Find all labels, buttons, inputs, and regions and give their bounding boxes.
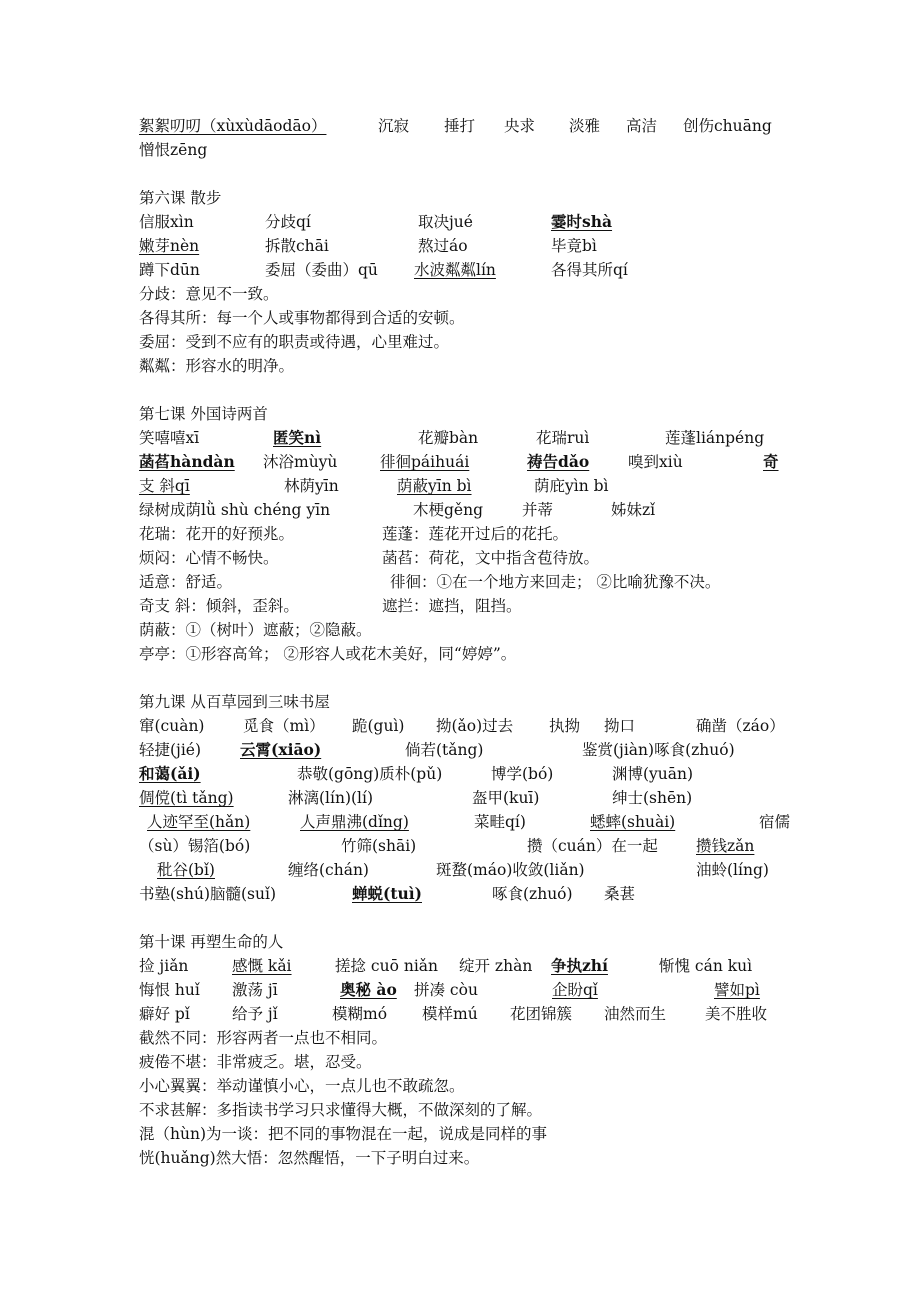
vocab-word: 博学(bó) xyxy=(491,765,554,783)
definition: 分歧：意见不一致。 xyxy=(139,285,279,303)
vocab-row xyxy=(139,978,909,1002)
vocab-word: 企盼qǐ xyxy=(552,981,598,999)
vocab-word: 蝉蜕(tuì) xyxy=(352,884,422,903)
vocab-word: 熬过áo xyxy=(418,237,468,255)
vocab-word: 高洁 xyxy=(626,117,658,135)
vocab-word: 徘徊páihuái xyxy=(380,453,470,471)
definition: 混（hùn)为一谈：把不同的事物混在一起，说成是同样的事 xyxy=(139,1125,547,1143)
vocab-word: 悔恨 huǐ xyxy=(139,981,200,999)
vocab-word: 和蔼(ǎi) xyxy=(139,764,201,783)
vocab-word: 癖好 pǐ xyxy=(139,1005,190,1023)
vocab-word: 争执zhí xyxy=(551,956,608,975)
vocab-row xyxy=(139,810,909,834)
definition: 小心翼翼：举动谨慎小心，一点儿也不敢疏忽。 xyxy=(139,1077,465,1095)
vocab-word: 林荫yīn xyxy=(284,477,339,495)
vocab-word: 捶打 xyxy=(444,117,476,135)
vocab-word: 笑嘻嘻xī xyxy=(139,429,200,447)
vocab-word: 模糊mó xyxy=(332,1005,388,1023)
vocab-word: 花瑞ruì xyxy=(536,429,590,447)
vocab-word: 拼凑 còu xyxy=(414,981,478,999)
vocab-word: 倜傥(tì tǎng) xyxy=(139,789,234,807)
lesson-title: 第十课 再塑生命的人 xyxy=(139,933,284,951)
vocab-word: 倘若(tǎng) xyxy=(405,741,484,759)
vocab-word: 人声鼎沸(dǐng) xyxy=(300,813,409,831)
vocab-row xyxy=(139,426,899,450)
vocab-row xyxy=(139,234,839,258)
vocab-word: 宿儒 xyxy=(759,813,791,831)
vocab-word: 感慨 kǎi xyxy=(232,957,292,975)
definition-row xyxy=(139,522,899,546)
definition: 亭亭：①形容高耸； ②形容人或花木美好，同“婷婷”。 xyxy=(139,645,517,663)
vocab-word: 执拗 xyxy=(549,717,581,735)
vocab-row xyxy=(139,786,909,810)
definition-row xyxy=(139,546,899,570)
vocab-row xyxy=(139,762,909,786)
definition: 各得其所：每一个人或事物都得到合适的安顿。 xyxy=(139,309,465,327)
definition: 菡萏：荷花，文中指含苞待放。 xyxy=(382,549,600,567)
definition: 适意：舒适。 xyxy=(139,573,233,591)
vocab-word: 轻捷(jié) xyxy=(139,741,202,759)
vocab-row xyxy=(139,714,909,738)
vocab-word: 绅士(shēn) xyxy=(612,789,693,807)
vocab-row xyxy=(139,474,899,498)
vocab-word: 创伤chuāng xyxy=(683,117,772,135)
definition: 烦闷：心情不畅快。 xyxy=(139,549,279,567)
vocab-word: 激荡 jī xyxy=(232,981,278,999)
vocab-word: 花瓣bàn xyxy=(418,429,479,447)
vocab-word: 木梗gěng xyxy=(413,501,483,519)
vocab-word: 淡雅 xyxy=(569,117,601,135)
vocab-word: 盔甲(kuī) xyxy=(472,789,540,807)
vocab-word: 鉴赏(jiàn)啄食(zhuó) xyxy=(582,741,735,759)
vocab-row xyxy=(139,498,899,522)
vocab-word: 窜(cuàn) xyxy=(139,717,205,735)
definition: 奇支 斜：倾斜，歪斜。 xyxy=(139,597,299,615)
vocab-word: 取决jué xyxy=(418,213,473,231)
vocab-word: 渊博(yuān) xyxy=(612,765,694,783)
vocab-word: 奇 xyxy=(763,452,779,471)
definition: 截然不同：形容两者一点也不相同。 xyxy=(139,1029,388,1047)
vocab-row xyxy=(139,258,839,282)
vocab-word: （sù）锡箔(bó) xyxy=(139,837,251,855)
vocab-word: 给予 jǐ xyxy=(232,1005,278,1023)
vocab-word: 譬如pì xyxy=(714,981,760,999)
definition: 粼粼：形容水的明净。 xyxy=(139,357,295,375)
vocab-word: 绽开 zhàn xyxy=(459,957,533,975)
vocab-word: 搓捻 cuō niǎn xyxy=(335,957,439,975)
vocab-word: 絮絮叨叨（xùxùdāodāo） xyxy=(139,117,327,135)
vocab-word: 人迹罕至(hǎn) xyxy=(147,813,251,831)
vocab-word: 绿树成荫lǜ shù chéng yīn xyxy=(139,501,331,519)
vocab-word: 祷告dǎo xyxy=(527,452,590,471)
definition: 遮拦：遮挡，阻挡。 xyxy=(382,597,522,615)
vocab-word: 觅食（mì） xyxy=(243,717,325,735)
definition: 花瑞：花开的好预兆。 xyxy=(139,525,295,543)
vocab-word: 桑葚 xyxy=(604,885,636,903)
vocab-word: 各得其所qí xyxy=(551,261,628,279)
vocab-word: 奥秘 ào xyxy=(340,980,397,999)
vocab-word: 油蛉(líng) xyxy=(696,861,769,879)
vocab-word: 缠络(chán) xyxy=(288,861,369,879)
definition-row xyxy=(139,570,909,594)
vocab-word: 沐浴mùyù xyxy=(263,453,338,471)
vocab-word: 淋漓(lín)(lí) xyxy=(288,789,374,807)
vocab-word: 确凿（záo） xyxy=(696,717,785,735)
vocab-word: 竹筛(shāi) xyxy=(341,837,417,855)
lesson-title: 第七课 外国诗两首 xyxy=(139,405,268,423)
vocab-word: 姊妹zǐ xyxy=(611,501,656,519)
definition: 不求甚解：多指读书学习只求懂得大概，不做深刻的了解。 xyxy=(139,1101,543,1119)
vocab-word: 攒钱zǎn xyxy=(696,837,755,855)
vocab-word: 莲蓬liánpéng xyxy=(665,429,765,447)
vocab-row xyxy=(139,450,899,474)
vocab-word: 油然而生 xyxy=(604,1005,667,1023)
definition-row xyxy=(139,594,899,618)
vocab-row xyxy=(139,858,909,882)
vocab-word: 捡 jiǎn xyxy=(139,957,189,975)
vocab-word: 攒（cuán）在一起 xyxy=(527,837,658,855)
definition: 恍(huǎng)然大悟：忽然醒悟，一下子明白过来。 xyxy=(139,1149,480,1167)
vocab-row xyxy=(139,114,919,138)
vocab-word: 央求 xyxy=(504,117,536,135)
vocab-word: 毕竟bì xyxy=(551,237,597,255)
vocab-word: 嫩芽nèn xyxy=(139,237,200,255)
definition: 徘徊：①在一个地方来回走； ②比喻犹豫不决。 xyxy=(390,573,721,591)
vocab-word: 委屈（委曲）qū xyxy=(265,261,378,279)
vocab-word: 沉寂 xyxy=(378,117,410,135)
vocab-word: 秕谷(bǐ) xyxy=(157,861,215,879)
vocab-word: 荫蔽yīn bì xyxy=(397,477,472,495)
vocab-word: 云霄(xiāo) xyxy=(240,740,322,759)
vocab-word: 拗(ǎo)过去 xyxy=(436,717,514,735)
vocab-row xyxy=(139,882,909,906)
vocab-word: 蹲下dūn xyxy=(139,261,200,279)
vocab-word: 并蒂 xyxy=(522,501,554,519)
vocab-word: 菜畦qí) xyxy=(474,813,526,831)
vocab-word: 信服xìn xyxy=(139,213,194,231)
vocab-row xyxy=(139,210,839,234)
vocab-word: 啄食(zhuó) xyxy=(492,885,573,903)
vocab-word: 拆散chāi xyxy=(265,237,329,255)
vocab-word: 支 斜qī xyxy=(139,477,190,495)
vocab-word: 分歧qí xyxy=(265,213,311,231)
vocab-word: 美不胜收 xyxy=(705,1005,768,1023)
vocab-word: 荫庇yìn bì xyxy=(534,477,609,495)
vocab-word: 斑蝥(máo)收敛(liǎn) xyxy=(436,861,585,879)
vocab-word: 拗口 xyxy=(604,717,636,735)
definition: 荫蔽：①（树叶）遮蔽；②隐蔽。 xyxy=(139,621,372,639)
vocab-row xyxy=(139,1002,909,1026)
vocab-word: 恭敬(gōng)质朴(pǔ) xyxy=(297,765,443,783)
lesson-title: 第九课 从百草园到三味书屋 xyxy=(139,693,330,711)
vocab-word: 书塾(shú)脑髓(suǐ) xyxy=(139,885,277,903)
vocab-word: 花团锦簇 xyxy=(510,1005,573,1023)
vocab-word: 憎恨zēng xyxy=(139,141,208,159)
vocab-word: 惭愧 cán kuì xyxy=(659,957,753,975)
vocab-word: 跪(guì) xyxy=(352,717,405,735)
vocab-row xyxy=(139,738,909,762)
lesson-title: 第六课 散步 xyxy=(139,189,222,207)
vocab-word: 霎时shà xyxy=(551,212,613,231)
vocab-row xyxy=(139,954,909,978)
definition: 疲倦不堪：非常疲乏。堪，忍受。 xyxy=(139,1053,372,1071)
definition: 委屈：受到不应有的职责或待遇，心里难过。 xyxy=(139,333,450,351)
vocab-word: 水波粼粼lín xyxy=(414,261,496,279)
vocab-row xyxy=(139,834,909,858)
vocab-word: 匿笑nì xyxy=(273,428,322,447)
vocab-word: 蟋蟀(shuài) xyxy=(590,813,676,831)
vocab-word: 模样mú xyxy=(422,1005,478,1023)
vocab-word: 嗅到xiù xyxy=(628,453,683,471)
vocab-word: 菡萏hàndàn xyxy=(139,452,235,471)
definition: 莲蓬：莲花开过后的花托。 xyxy=(382,525,569,543)
